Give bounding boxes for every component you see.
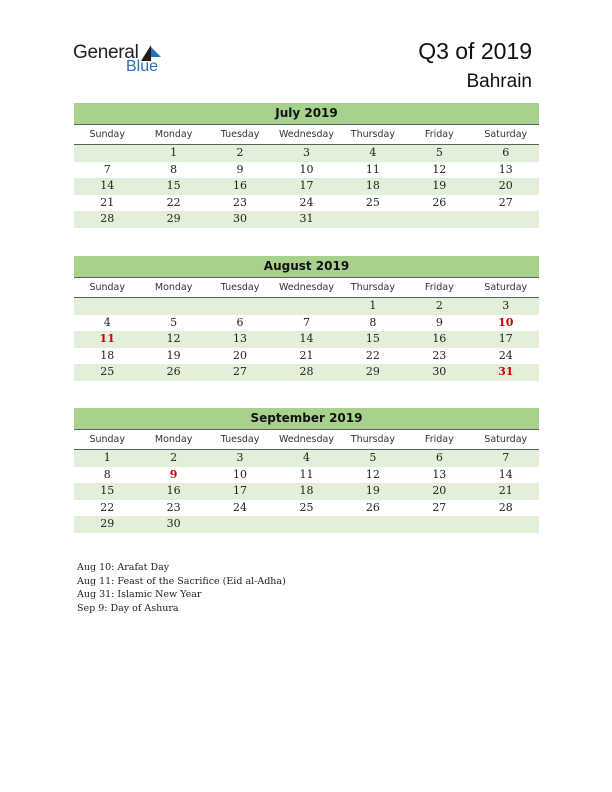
date-cell: 2 <box>435 299 443 312</box>
date-cell: 30 <box>432 365 447 378</box>
date-cell: 4 <box>369 146 377 159</box>
date-cell <box>140 298 206 315</box>
date-cell <box>406 211 472 228</box>
date-cell: 11 <box>299 467 314 481</box>
date-cell: 14 <box>299 332 314 345</box>
country-name: Bahrain <box>466 71 532 92</box>
date-cell: 1 <box>103 451 111 464</box>
date-cell: 18 <box>100 348 115 362</box>
weekday-header-row <box>74 430 539 450</box>
date-cell: 21 <box>498 484 513 497</box>
month-calendar-august <box>74 256 539 381</box>
date-cell: 12 <box>166 332 181 345</box>
date-cell: 16 <box>432 332 447 345</box>
date-cell <box>273 298 339 315</box>
date-cell: 18 <box>299 484 314 497</box>
date-cell: 3 <box>236 451 244 464</box>
date-cell: 2 <box>170 451 178 464</box>
date-cell: 10 <box>299 162 314 176</box>
weekday-label: Friday <box>424 129 454 140</box>
week-row <box>74 450 539 467</box>
weekday-label: Wednesday <box>278 434 334 445</box>
date-cell: 19 <box>432 179 447 192</box>
date-cell: 5 <box>170 315 178 329</box>
date-cell <box>473 211 539 228</box>
date-cell: 25 <box>100 365 115 378</box>
date-cell: 26 <box>432 195 447 209</box>
date-cell <box>207 298 273 315</box>
date-cell: 22 <box>166 195 181 209</box>
month-title: September 2019 <box>74 408 539 430</box>
month-calendar-september <box>74 408 539 533</box>
date-cell: 25 <box>365 195 380 209</box>
holiday-note: Aug 31: Islamic New Year <box>77 589 202 600</box>
date-cell: 7 <box>103 162 111 176</box>
date-cell: 31 <box>299 212 314 225</box>
weekday-label: Sunday <box>89 129 125 140</box>
date-cell: 27 <box>432 500 447 514</box>
month-calendar-july <box>74 103 539 228</box>
weekday-label: Tuesday <box>220 282 260 293</box>
week-row <box>74 467 539 484</box>
date-cell: 1 <box>369 299 377 312</box>
weekday-label: Friday <box>424 434 454 445</box>
date-cell: 21 <box>299 348 314 362</box>
weekday-label: Thursday <box>350 129 395 140</box>
date-cell: 8 <box>103 467 111 481</box>
date-cell: 26 <box>365 500 380 514</box>
date-cell: 13 <box>233 332 248 345</box>
holiday-note: Sep 9: Day of Ashura <box>77 602 179 614</box>
date-cell: 4 <box>302 451 310 464</box>
week-row <box>74 178 539 195</box>
week-row <box>74 162 539 179</box>
date-cell: 12 <box>365 467 380 481</box>
date-cell: 6 <box>502 146 510 159</box>
holiday-date-cell: 11 <box>99 332 115 345</box>
date-cell: 7 <box>502 451 510 464</box>
week-row <box>74 298 539 315</box>
date-cell: 3 <box>302 146 310 159</box>
date-cell: 7 <box>302 315 310 329</box>
date-cell: 4 <box>103 315 111 329</box>
date-cell: 17 <box>498 332 513 345</box>
date-cell: 25 <box>299 500 314 514</box>
date-cell: 30 <box>166 517 181 530</box>
week-row <box>74 211 539 228</box>
date-cell: 24 <box>299 195 314 209</box>
date-cell: 8 <box>170 162 178 176</box>
date-cell <box>340 211 406 228</box>
date-cell: 22 <box>100 500 115 514</box>
week-row <box>74 331 539 348</box>
date-cell: 20 <box>432 484 447 497</box>
date-cell: 23 <box>432 348 447 362</box>
date-cell: 13 <box>498 162 513 176</box>
date-cell: 1 <box>170 146 178 159</box>
date-cell: 15 <box>365 332 380 345</box>
date-cell: 20 <box>233 348 248 362</box>
date-cell: 11 <box>365 162 380 176</box>
date-cell: 27 <box>233 365 248 378</box>
weekday-label: Tuesday <box>220 434 260 445</box>
date-cell: 22 <box>365 348 380 362</box>
weekday-label: Monday <box>154 282 193 293</box>
weekday-header-row <box>74 278 539 298</box>
date-cell: 24 <box>498 348 513 362</box>
date-cell <box>340 516 406 533</box>
week-row <box>74 364 539 381</box>
date-cell: 26 <box>166 365 181 378</box>
weekday-label: Tuesday <box>220 129 260 140</box>
page-title: Q3 of 2019 <box>418 38 532 64</box>
date-cell: 6 <box>236 315 244 329</box>
week-row <box>74 348 539 365</box>
date-cell: 9 <box>435 315 443 329</box>
date-cell: 10 <box>233 467 248 481</box>
date-cell: 17 <box>233 484 248 497</box>
weekday-label: Saturday <box>484 282 528 293</box>
date-cell <box>406 516 472 533</box>
weekday-label: Sunday <box>89 282 125 293</box>
date-cell <box>74 298 140 315</box>
weekday-label: Friday <box>424 282 454 293</box>
weekday-label: Saturday <box>484 129 528 140</box>
date-cell: 28 <box>498 500 513 514</box>
date-cell: 19 <box>365 484 380 497</box>
date-cell: 29 <box>166 212 181 225</box>
brand-logo <box>73 42 183 78</box>
month-title: August 2019 <box>74 256 539 278</box>
date-cell: 13 <box>432 467 447 481</box>
holiday-date-cell: 10 <box>498 315 514 329</box>
date-cell: 29 <box>100 517 115 530</box>
weekday-label: Monday <box>154 434 193 445</box>
date-cell: 23 <box>166 500 181 514</box>
date-cell: 18 <box>365 179 380 192</box>
brand-name-general: General <box>73 42 139 63</box>
weekday-header-row <box>74 125 539 145</box>
date-cell: 24 <box>233 500 248 514</box>
date-cell: 21 <box>100 195 115 209</box>
date-cell <box>473 516 539 533</box>
weekday-label: Wednesday <box>278 282 334 293</box>
date-cell <box>273 516 339 533</box>
date-cell: 15 <box>100 484 115 497</box>
date-cell: 8 <box>369 315 377 329</box>
date-cell: 17 <box>299 179 314 192</box>
week-row <box>74 516 539 533</box>
date-cell: 16 <box>233 179 248 192</box>
weekday-label: Thursday <box>350 434 395 445</box>
date-cell: 29 <box>365 365 380 378</box>
date-cell: 27 <box>498 195 513 209</box>
date-cell: 2 <box>236 146 244 159</box>
date-cell: 15 <box>166 179 181 192</box>
date-cell: 14 <box>100 179 115 192</box>
date-cell: 5 <box>435 146 443 159</box>
holiday-note: Aug 11: Feast of the Sacrifice (Eid al-Adha) <box>77 575 286 587</box>
date-cell: 23 <box>233 195 248 209</box>
holiday-notes <box>77 561 286 615</box>
week-row <box>74 195 539 212</box>
weekday-label: Thursday <box>350 282 395 293</box>
date-cell: 12 <box>432 162 447 176</box>
date-cell: 20 <box>498 179 513 192</box>
date-cell: 3 <box>502 299 510 312</box>
date-cell: 5 <box>369 451 377 464</box>
holiday-date-cell: 31 <box>498 365 514 378</box>
date-cell <box>207 516 273 533</box>
holiday-date-cell: 9 <box>169 467 178 481</box>
weekday-label: Wednesday <box>278 129 334 140</box>
date-cell: 9 <box>236 162 244 176</box>
date-cell: 30 <box>233 212 248 225</box>
week-row <box>74 500 539 517</box>
date-cell: 6 <box>435 451 443 464</box>
weekday-label: Sunday <box>89 434 125 445</box>
date-cell: 14 <box>498 467 513 481</box>
week-row <box>74 315 539 332</box>
weekday-label: Saturday <box>484 434 528 445</box>
date-cell: 19 <box>166 348 181 362</box>
date-cell <box>74 145 140 162</box>
brand-name-blue: Blue <box>126 58 159 75</box>
weekday-label: Monday <box>154 129 193 140</box>
date-cell: 28 <box>299 365 314 378</box>
month-title: July 2019 <box>74 103 539 125</box>
week-row <box>74 483 539 500</box>
week-row <box>74 145 539 162</box>
date-cell: 16 <box>166 484 181 497</box>
holiday-note: Aug 10: Arafat Day <box>77 562 170 573</box>
date-cell: 28 <box>100 212 115 225</box>
